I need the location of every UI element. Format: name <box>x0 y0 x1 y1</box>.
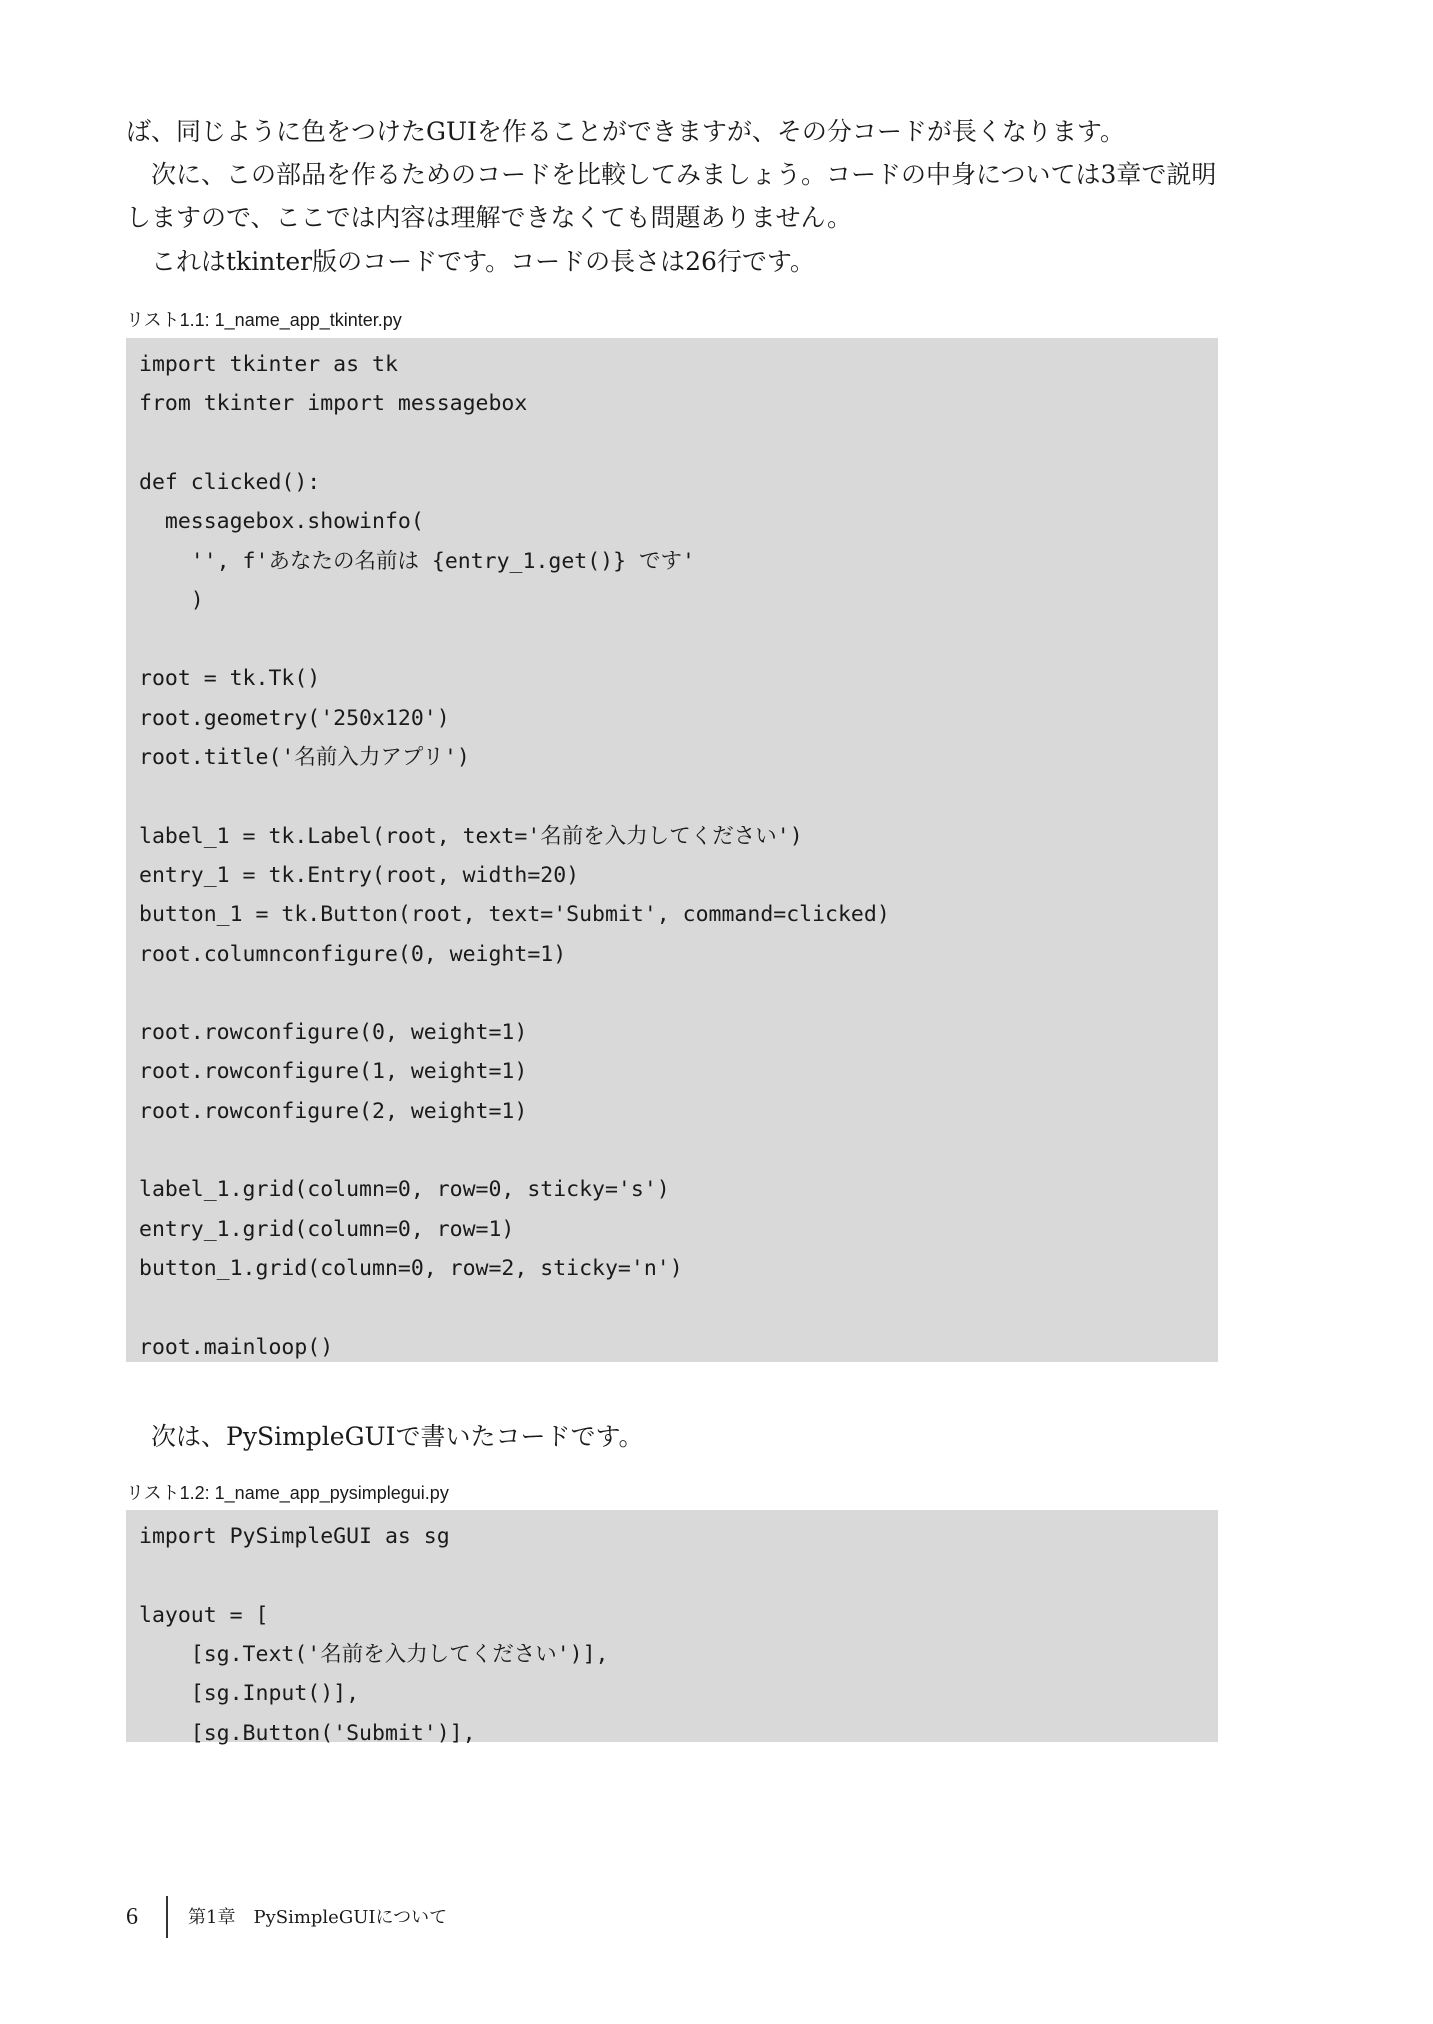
code-line: [sg.Input()], <box>139 1681 360 1707</box>
code-line: from tkinter import messagebox <box>139 391 528 417</box>
code-line: button_1 = tk.Button(root, text='Submit', command=clicked) <box>139 902 890 928</box>
code-line: root.rowconfigure(0, weight=1) <box>139 1020 528 1046</box>
code-line: import tkinter as tk <box>139 352 398 377</box>
paragraph-compare-line-2: しますので、ここでは内容は理解できなくても問題ありません。 <box>126 203 853 232</box>
code-line: entry_1 = tk.Entry(root, width=20) <box>139 862 580 888</box>
paragraph-intro-line: ば、同じように色をつけたGUIを作ることができますが、その分コードが長くなります。 <box>126 117 1125 146</box>
paragraph-compare-line-1: 次に、この部品を作るためのコードを比較してみましょう。コードの中身については3章で説明 <box>126 160 1217 189</box>
code-line: root.mainloop() <box>139 1334 334 1360</box>
code-line: entry_1.grid(column=0, row=1) <box>139 1216 515 1242</box>
code-line: root = tk.Tk() <box>139 666 321 692</box>
code-line: '', f'あなたの名前は {entry_1.get()} です' <box>139 548 695 574</box>
code-line: root.geometry('250x120') <box>139 705 450 731</box>
footer-divider <box>166 1896 168 1938</box>
code-line: import PySimpleGUI as sg <box>139 1524 450 1549</box>
listing-2-caption: リスト1.2: 1_name_app_pysimplegui.py <box>126 1483 449 1503</box>
code-line: layout = [ <box>139 1602 269 1628</box>
paragraph-pysimplegui-intro: 次は、PySimpleGUIで書いたコードです。 <box>126 1422 644 1451</box>
code-line: ) <box>139 587 204 613</box>
code-line: def clicked(): <box>139 469 321 495</box>
paragraph-tkinter-intro: これはtkinter版のコードです。コードの長さは26行です。 <box>126 247 815 276</box>
code-line: root.rowconfigure(1, weight=1) <box>139 1059 528 1085</box>
code-line: root.title('名前入力アプリ') <box>139 745 470 770</box>
code-line: root.columnconfigure(0, weight=1) <box>139 941 567 967</box>
code-line: [sg.Text('名前を入力してください')], <box>139 1641 609 1667</box>
listing-1-caption: リスト1.1: 1_name_app_tkinter.py <box>126 310 402 330</box>
code-line: button_1.grid(column=0, row=2, sticky='n') <box>139 1255 683 1281</box>
code-line: root.rowconfigure(2, weight=1) <box>139 1098 528 1124</box>
footer-chapter-title: 第1章 PySimpleGUIについて <box>188 1907 448 1928</box>
code-line: label_1 = tk.Label(root, text='名前を入力してください') <box>139 823 803 849</box>
code-line: messagebox.showinfo( <box>139 509 424 535</box>
listing-1-code-block <box>126 338 1218 1362</box>
page-number: 6 <box>126 1904 138 1930</box>
code-line: [sg.Button('Submit')], <box>139 1720 476 1746</box>
listing-2-code-block <box>126 1510 1218 1746</box>
code-line: label_1.grid(column=0, row=0, sticky='s') <box>139 1177 670 1203</box>
